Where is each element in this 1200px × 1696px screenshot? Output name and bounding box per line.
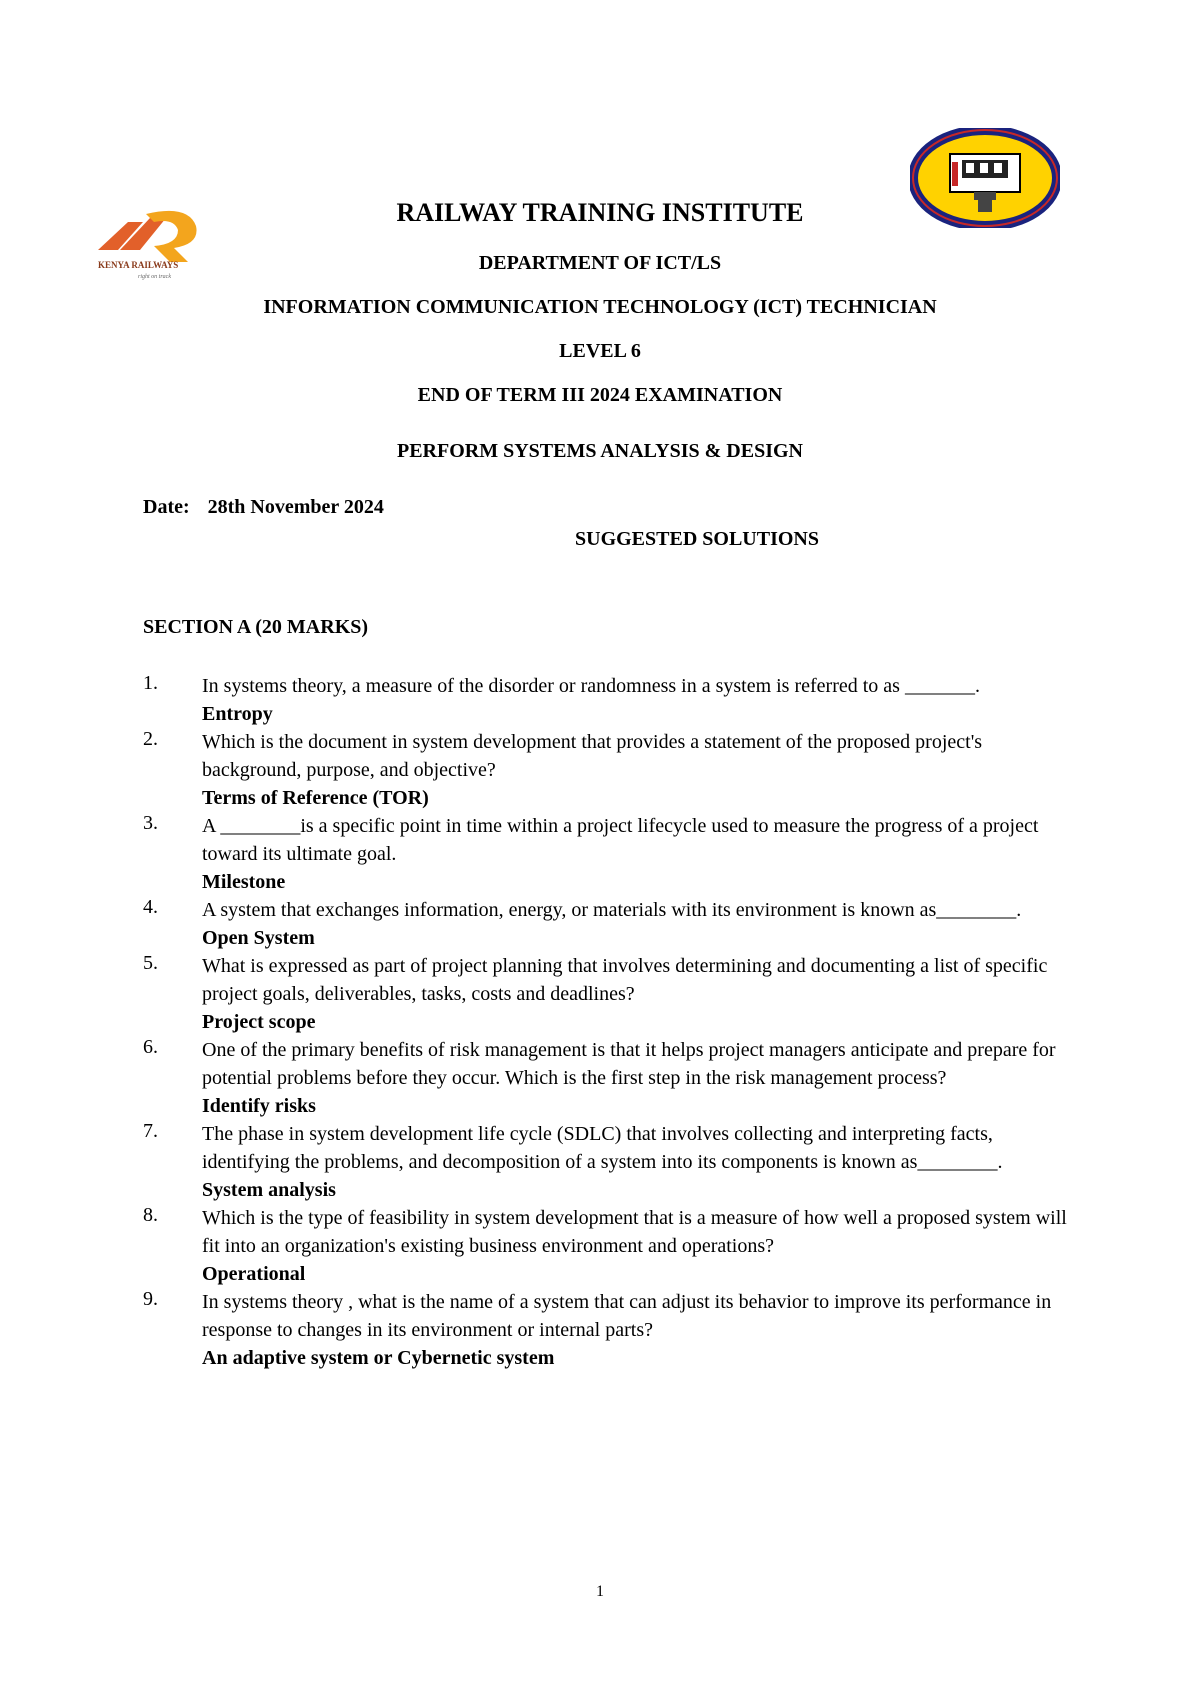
question-answer: System analysis	[202, 1179, 336, 1201]
question-answer: Operational	[202, 1263, 306, 1285]
exam-title: END OF TERM III 2024 EXAMINATION	[417, 384, 783, 406]
question-text: A system that exchanges information, energy, or materials with its environment is known as________.	[202, 899, 1022, 921]
section-title: SECTION A (20 MARKS)	[143, 616, 369, 638]
question-item	[143, 952, 1073, 1036]
question-number: 5.	[143, 952, 158, 974]
department-name: DEPARTMENT OF ICT/LS	[478, 252, 722, 274]
question-answer: Terms of Reference (TOR)	[202, 787, 429, 809]
question-answer: Identify risks	[202, 1095, 316, 1117]
exam-date	[143, 496, 384, 519]
date-value: 28th November 2024	[207, 496, 384, 518]
question-text: What is expressed as part of project planning that involves determining and documenting a list of specific project goals, deliverables, tasks, costs and deadlines?	[202, 955, 1048, 1005]
question-number: 4.	[143, 896, 158, 918]
question-item	[143, 672, 1073, 728]
document-subtitle: SUGGESTED SOLUTIONS	[575, 528, 819, 550]
question-answer: An adaptive system or Cybernetic system	[202, 1347, 555, 1369]
question-answer: Entropy	[202, 703, 273, 725]
question-number: 1.	[143, 672, 158, 694]
question-text: One of the primary benefits of risk management is that it helps project managers anticipate and prepare for potential problems before they occur. Which is the first step in the risk management process?	[202, 1039, 1056, 1089]
question-number: 6.	[143, 1036, 158, 1058]
question-item	[143, 896, 1073, 952]
question-number: 2.	[143, 728, 158, 750]
level-label: LEVEL 6	[559, 340, 641, 362]
question-text: In systems theory, a measure of the disorder or randomness in a system is referred to as _______.	[202, 675, 980, 697]
question-list	[143, 672, 1073, 1372]
question-text: Which is the type of feasibility in system development that is a measure of how well a proposed system will fit into an organization's existing business environment and operations?	[202, 1207, 1067, 1257]
question-number: 9.	[143, 1288, 158, 1310]
institute-name: RAILWAY TRAINING INSTITUTE	[396, 198, 804, 227]
question-item	[143, 728, 1073, 812]
date-label: Date:	[143, 496, 190, 518]
question-number: 8.	[143, 1204, 158, 1226]
question-number: 3.	[143, 812, 158, 834]
question-text: The phase in system development life cycle (SDLC) that involves collecting and interpreting facts, identifying the problems, and decomposition of a system into its components is known as________.	[202, 1123, 1003, 1173]
question-answer: Project scope	[202, 1011, 316, 1033]
page-number: 1	[596, 1583, 604, 1600]
unit-title: PERFORM SYSTEMS ANALYSIS & DESIGN	[396, 440, 803, 462]
question-text: Which is the document in system development that provides a statement of the proposed project's background, purpose, and objective?	[202, 731, 983, 781]
question-answer: Open System	[202, 927, 315, 949]
question-item	[143, 1204, 1073, 1288]
question-item	[143, 1120, 1073, 1204]
question-text: In systems theory , what is the name of a system that can adjust its behavior to improve its performance in response to changes in its environment or internal parts?	[202, 1291, 1052, 1341]
question-item	[143, 1036, 1073, 1120]
question-item	[143, 1288, 1073, 1372]
question-number: 7.	[143, 1120, 158, 1142]
question-item	[143, 812, 1073, 896]
logo-tagline: right on track	[138, 274, 171, 280]
question-text: A ________is a specific point in time within a project lifecycle used to measure the progress of a project toward its ultimate goal.	[202, 815, 1039, 865]
question-answer: Milestone	[202, 871, 286, 893]
logo-text: KENYA RAILWAYS	[98, 260, 179, 270]
programme-name: INFORMATION COMMUNICATION TECHNOLOGY (ICT) TECHNICIAN	[263, 296, 937, 318]
